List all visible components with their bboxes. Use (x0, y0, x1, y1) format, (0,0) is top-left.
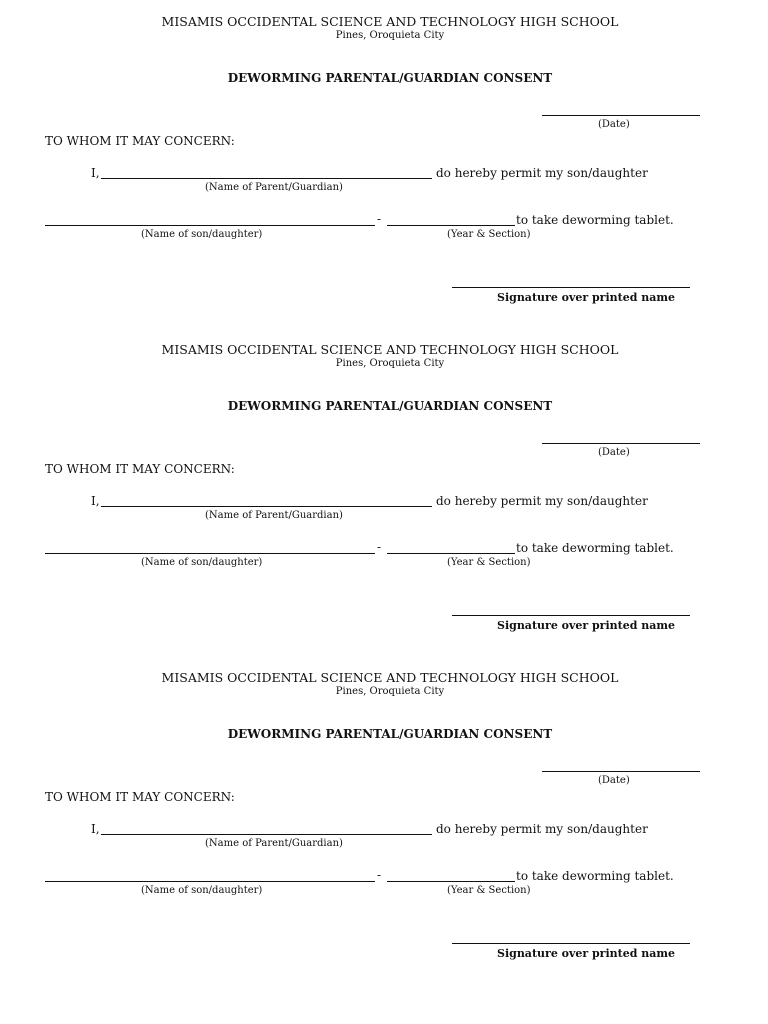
permit-text: do hereby permit my son/daughter (436, 494, 648, 508)
school-address: Pines, Oroquieta City (335, 358, 445, 369)
year-section-field[interactable] (387, 881, 515, 882)
salutation: TO WHOM IT MAY CONCERN: (45, 790, 235, 804)
school-address: Pines, Oroquieta City (335, 686, 445, 697)
i-prefix: I, (91, 822, 100, 836)
consent-form-3 (0, 656, 768, 984)
school-name: MISAMIS OCCIDENTAL SCIENCE AND TECHNOLOGY HIGH SCHOOL (161, 342, 619, 357)
parent-name-field[interactable] (101, 178, 432, 179)
dash: - (377, 212, 382, 226)
date-field[interactable] (542, 443, 700, 444)
child-name-label: (Name of son/daughter) (141, 229, 263, 240)
school-name: MISAMIS OCCIDENTAL SCIENCE AND TECHNOLOGY HIGH SCHOOL (161, 670, 619, 685)
year-section-field[interactable] (387, 225, 515, 226)
signature-label: Signature over printed name (497, 619, 676, 632)
tablet-text: to take deworming tablet. (516, 869, 674, 883)
parent-name-label: (Name of Parent/Guardian) (205, 838, 343, 849)
signature-field[interactable] (452, 287, 690, 288)
form-title: DEWORMING PARENTAL/GUARDIAN CONSENT (227, 399, 553, 413)
i-prefix: I, (91, 494, 100, 508)
parent-name-field[interactable] (101, 834, 432, 835)
consent-form-2 (0, 328, 768, 656)
salutation: TO WHOM IT MAY CONCERN: (45, 134, 235, 148)
form-title: DEWORMING PARENTAL/GUARDIAN CONSENT (227, 727, 553, 741)
dash: - (377, 868, 382, 882)
date-label: (Date) (598, 119, 630, 130)
signature-field[interactable] (452, 615, 690, 616)
child-name-label: (Name of son/daughter) (141, 885, 263, 896)
child-name-field[interactable] (45, 225, 375, 226)
child-name-field[interactable] (45, 553, 375, 554)
child-name-field[interactable] (45, 881, 375, 882)
signature-label: Signature over printed name (497, 291, 676, 304)
parent-name-label: (Name of Parent/Guardian) (205, 510, 343, 521)
year-section-label: (Year & Section) (447, 885, 531, 896)
form-title: DEWORMING PARENTAL/GUARDIAN CONSENT (227, 71, 553, 85)
salutation: TO WHOM IT MAY CONCERN: (45, 462, 235, 476)
tablet-text: to take deworming tablet. (516, 213, 674, 227)
year-section-label: (Year & Section) (447, 557, 531, 568)
date-field[interactable] (542, 115, 700, 116)
school-name: MISAMIS OCCIDENTAL SCIENCE AND TECHNOLOGY HIGH SCHOOL (161, 14, 619, 29)
signature-label: Signature over printed name (497, 947, 676, 960)
date-label: (Date) (598, 447, 630, 458)
signature-field[interactable] (452, 943, 690, 944)
year-section-field[interactable] (387, 553, 515, 554)
date-label: (Date) (598, 775, 630, 786)
date-field[interactable] (542, 771, 700, 772)
school-address: Pines, Oroquieta City (335, 30, 445, 41)
parent-name-label: (Name of Parent/Guardian) (205, 182, 343, 193)
consent-form-1 (0, 0, 768, 328)
parent-name-field[interactable] (101, 506, 432, 507)
permit-text: do hereby permit my son/daughter (436, 166, 648, 180)
permit-text: do hereby permit my son/daughter (436, 822, 648, 836)
dash: - (377, 540, 382, 554)
child-name-label: (Name of son/daughter) (141, 557, 263, 568)
tablet-text: to take deworming tablet. (516, 541, 674, 555)
year-section-label: (Year & Section) (447, 229, 531, 240)
i-prefix: I, (91, 166, 100, 180)
